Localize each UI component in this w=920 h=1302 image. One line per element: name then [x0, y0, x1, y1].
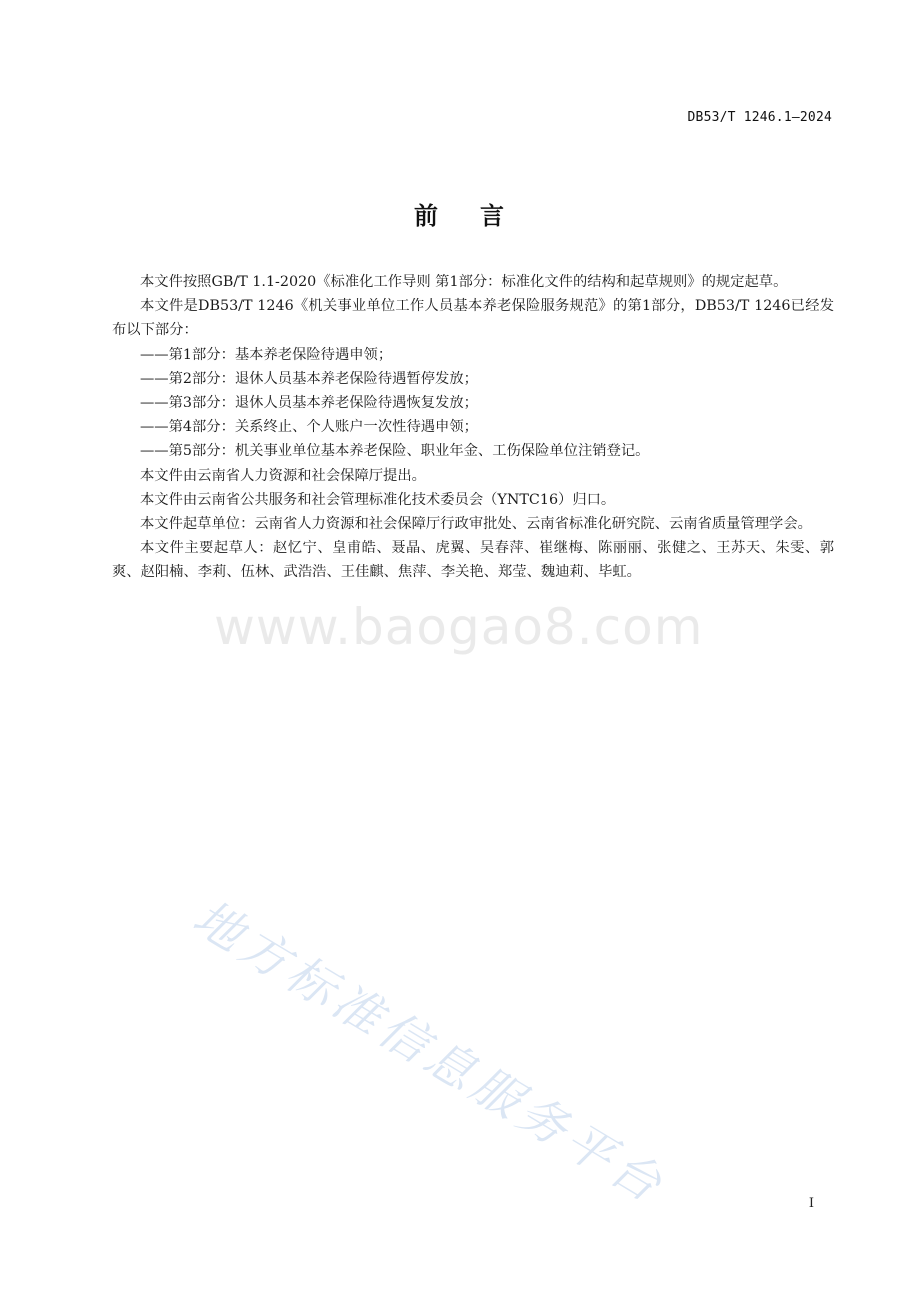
list-item-part-1: ——第1部分：基本养老保险待遇申领；: [140, 346, 393, 363]
list-item-part-3: ——第3部分：退休人员基本养老保险待遇恢复发放；: [140, 395, 478, 412]
list-item-part-5: ——第5部分：机关事业单位基本养老保险、职业年金、工伤保险单位注销登记。: [140, 443, 650, 460]
watermark-url: www.baogao8.com: [214, 598, 704, 656]
page-title: [0, 196, 920, 231]
paragraph-proposer: 本文件由云南省人力资源和社会保障厅提出。: [140, 467, 426, 484]
page-number: I: [808, 1196, 814, 1211]
list-item-part-2: ——第2部分：退休人员基本养老保险待遇暂停发放；: [140, 370, 478, 387]
paragraph-drafters: 本文件主要起草人：赵忆宁、皇甫皓、聂晶、虎翼、吴春萍、崔继梅、陈丽丽、张健之、王苏天、朱雯、郭爽、赵阳楠、李莉、伍林、武浩浩、王佳麒、焦萍、李关艳、郑莹、魏迪莉、毕虹。: [112, 540, 834, 581]
standard-code: DB53/T 1246.1—2024: [687, 110, 832, 125]
paragraph-committee: 本文件由云南省公共服务和社会管理标准化技术委员会（YNTC16）归口。: [140, 491, 616, 508]
paragraph-series-intro: 本文件是DB53/T 1246《机关事业单位工作人员基本养老保险服务规范》的第1部分，DB53/T 1246已经发布以下部分：: [112, 298, 834, 339]
paragraph-drafting-units: 本文件起草单位：云南省人力资源和社会保障厅行政审批处、云南省标准化研究院、云南省质量管理学会。: [140, 516, 812, 533]
title-char-1: 前: [414, 202, 440, 230]
foreword-body: [112, 270, 834, 585]
paragraph-drafting-rule: 本文件按照GB/T 1.1-2020《标准化工作导则 第1部分：标准化文件的结构和起草规则》的规定起草。: [140, 274, 788, 290]
title-char-2: 言: [480, 202, 506, 230]
list-item-part-4: ——第4部分：关系终止、个人账户一次性待遇申领；: [140, 419, 478, 436]
watermark-platform: 地方标准信息服务平台: [183, 889, 676, 1216]
